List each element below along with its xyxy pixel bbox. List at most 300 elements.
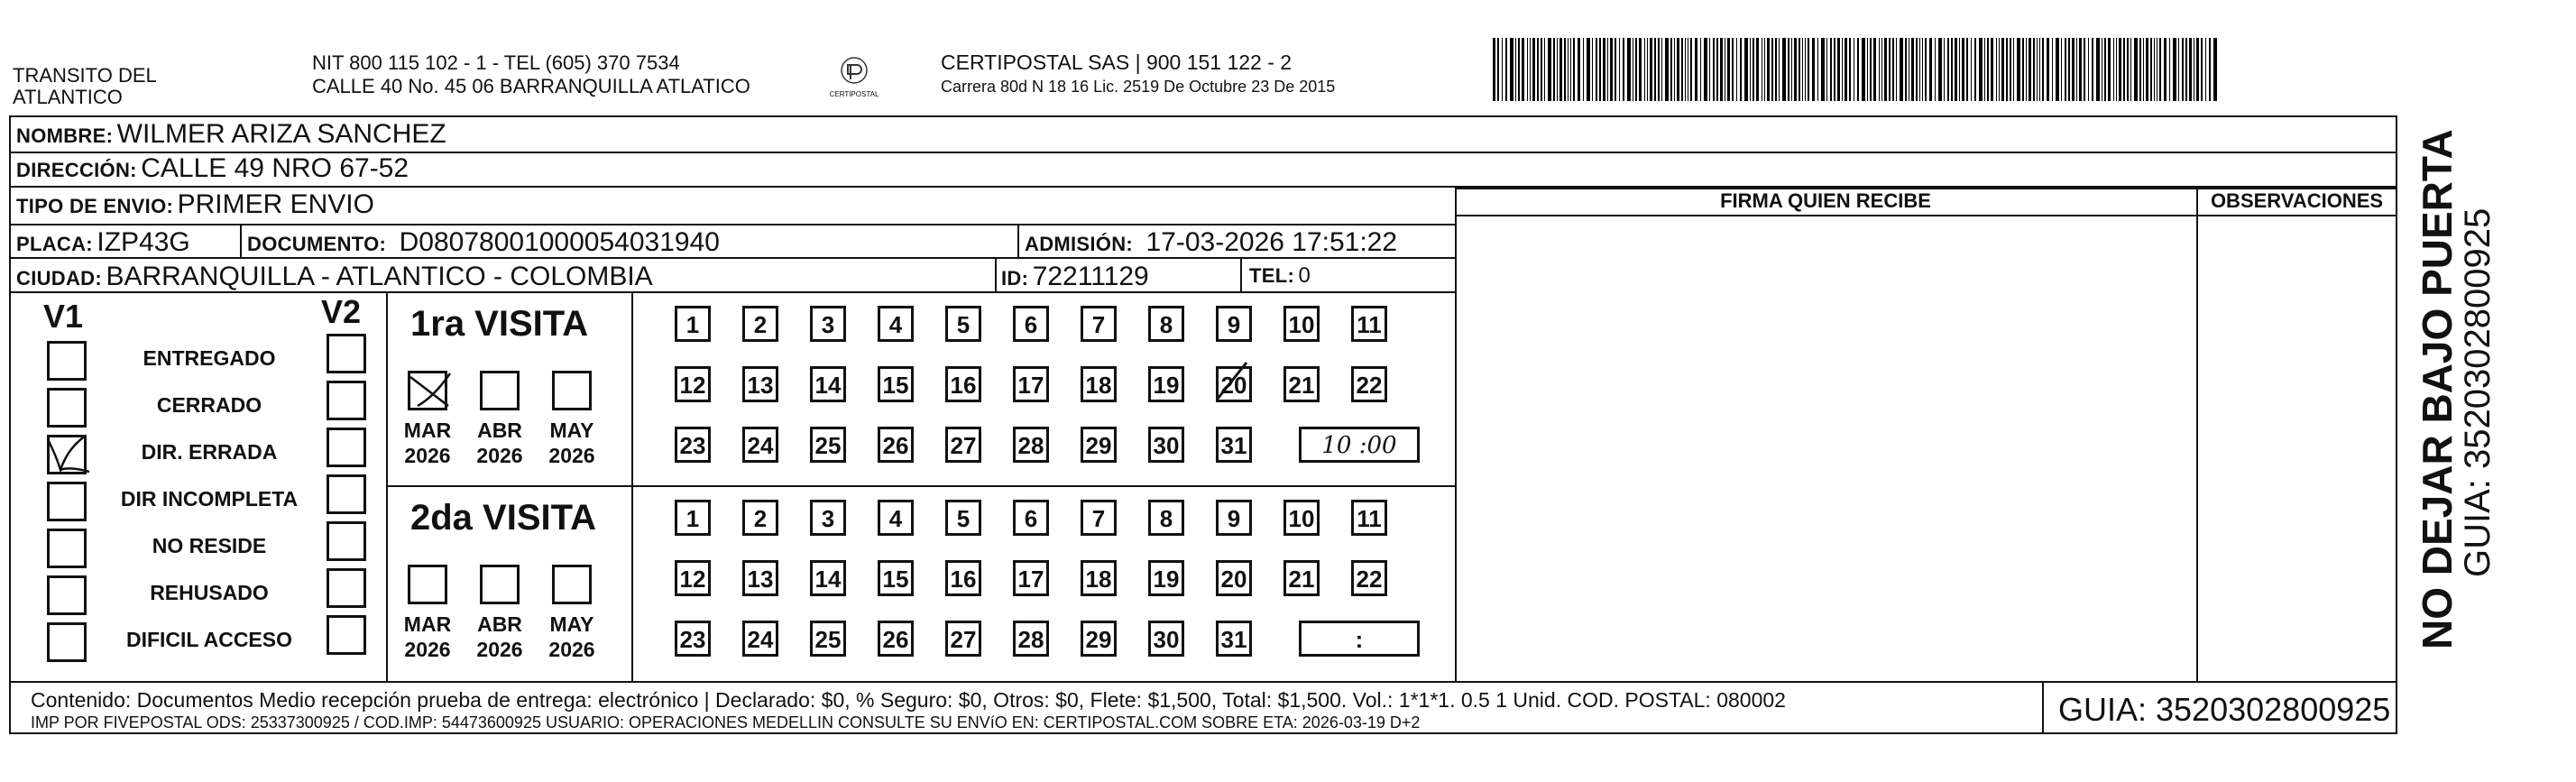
- barcode-bar: [1857, 38, 1859, 101]
- month-name: MAY: [549, 419, 594, 442]
- month-label: [464, 612, 536, 662]
- day-box[interactable]: 9: [1216, 306, 1252, 342]
- month-checkbox[interactable]: [480, 565, 520, 604]
- barcode-bar: [1695, 38, 1697, 101]
- barcode-bar: [1782, 38, 1786, 101]
- barcode-bar: [2076, 38, 2077, 101]
- v1-checkbox[interactable]: [47, 341, 87, 381]
- barcode-bar: [1925, 38, 1927, 101]
- day-box[interactable]: 21: [1283, 366, 1320, 402]
- barcode-bar: [1573, 38, 1575, 101]
- time-box[interactable]: :: [1299, 621, 1420, 657]
- barcode-bar: [1647, 38, 1648, 101]
- guia-footer: GUIA: 3520302800925: [2058, 691, 2391, 728]
- day-box[interactable]: 24: [742, 621, 778, 657]
- day-box[interactable]: 13: [742, 560, 778, 596]
- month-checkbox[interactable]: [480, 371, 520, 410]
- barcode-bar: [1991, 38, 1993, 101]
- barcode-bar: [1896, 38, 1897, 101]
- barcode-bar: [2088, 38, 2089, 101]
- day-box[interactable]: 21: [1283, 560, 1320, 596]
- barcode-bar: [2047, 38, 2049, 101]
- barcode-bar: [1677, 38, 1679, 101]
- day-box[interactable]: 18: [1081, 560, 1117, 596]
- month-year: 2026: [476, 444, 523, 467]
- barcode-bar: [1849, 38, 1851, 101]
- barcode-bar: [1955, 38, 1957, 101]
- barcode-bar: [1583, 38, 1584, 101]
- day-box[interactable]: 19: [1148, 366, 1184, 402]
- admision-value: 17-03-2026 17:51:22: [1145, 227, 1398, 257]
- barcode-bar: [1764, 38, 1765, 101]
- barcode-bar: [1665, 38, 1669, 101]
- logo-wordmark: CERTIPOSTAL: [829, 90, 879, 98]
- barcode-bar: [2127, 38, 2129, 101]
- barcode-bar: [1740, 38, 1742, 101]
- tipo-envio-label: TIPO DE ENVIO:: [16, 195, 174, 217]
- status-label: DIFICIL ACCESO: [125, 628, 292, 651]
- day-box[interactable]: 28: [1013, 621, 1049, 657]
- day-box[interactable]: 5: [945, 306, 981, 342]
- month-checkbox[interactable]: [552, 371, 592, 410]
- barcode-bar: [1644, 38, 1645, 101]
- day-box[interactable]: 12: [675, 366, 711, 402]
- barcode-bar: [1791, 38, 1792, 101]
- day-box[interactable]: 15: [878, 560, 914, 596]
- month-checkbox[interactable]: [408, 565, 447, 604]
- v2-label: V2: [321, 293, 362, 330]
- barcode-bar: [2072, 38, 2075, 101]
- visit-title: 2da VISITA: [410, 498, 596, 538]
- barcode-bar: [1799, 38, 1800, 101]
- barcode-bar: [1779, 38, 1780, 101]
- day-box[interactable]: 4: [878, 500, 914, 536]
- barcode-bar: [1627, 38, 1631, 101]
- barcode-bar: [1713, 38, 1715, 101]
- month-year: 2026: [404, 638, 451, 661]
- day-box[interactable]: 13: [742, 366, 778, 402]
- barcode-bar: [2116, 38, 2117, 101]
- barcode-bar: [1557, 38, 1558, 101]
- barcode-bar: [1592, 38, 1593, 101]
- barcode-bar: [1553, 38, 1555, 101]
- v1-checkbox[interactable]: [47, 482, 87, 521]
- barcode-bar: [1916, 38, 1918, 101]
- day-box[interactable]: 8: [1148, 500, 1184, 536]
- tipo-envio-row: [16, 189, 374, 220]
- placa-label: PLACA:: [16, 233, 93, 255]
- barcode-bar: [2119, 38, 2121, 101]
- barcode-bar: [1700, 38, 1701, 101]
- day-box[interactable]: 23: [675, 427, 711, 463]
- barcode-bar: [2052, 38, 2053, 101]
- day-box[interactable]: 25: [810, 621, 846, 657]
- v1-checkbox[interactable]: [47, 388, 87, 428]
- barcode-bar: [2123, 38, 2125, 101]
- tel-label: TEL:: [1249, 264, 1295, 287]
- barcode-bar: [1808, 38, 1809, 101]
- barcode-bar: [1505, 38, 1507, 101]
- barcode-bar: [1510, 38, 1513, 101]
- barcode-bar: [1530, 38, 1531, 101]
- barcode-bar: [1884, 38, 1887, 101]
- day-box[interactable]: 8: [1148, 306, 1184, 342]
- month-label: [536, 418, 608, 468]
- day-box[interactable]: 31: [1216, 427, 1252, 463]
- day-box[interactable]: 6: [1013, 306, 1049, 342]
- barcode-bar: [1744, 38, 1748, 101]
- barcode-bar: [1727, 38, 1730, 101]
- barcode-bar: [1966, 38, 1968, 101]
- nit-line: NIT 800 115 102 - 1 - TEL (605) 370 7534: [312, 51, 680, 74]
- barcode-bar: [1938, 38, 1942, 101]
- barcode-bar: [1947, 38, 1949, 101]
- month-label: [391, 418, 464, 468]
- barcode-bar: [1862, 38, 1865, 101]
- month-name: MAR: [403, 612, 452, 636]
- barcode-bar: [2079, 38, 2082, 101]
- barcode-bar: [1756, 38, 1759, 101]
- barcode-bar: [2130, 38, 2131, 101]
- check-mark-icon: [407, 370, 452, 415]
- barcode-bar: [1867, 38, 1868, 101]
- barcode-bar: [1578, 38, 1580, 101]
- tel-field: [1249, 263, 1311, 289]
- day-box[interactable]: 19: [1148, 560, 1184, 596]
- day-box[interactable]: 12: [675, 560, 711, 596]
- tel-value: 0: [1298, 263, 1311, 288]
- direccion-value: CALLE 49 NRO 67-52: [141, 153, 409, 183]
- v2-checkbox[interactable]: [327, 615, 366, 655]
- barcode-bar: [1544, 38, 1545, 101]
- barcode-bar: [1661, 38, 1662, 101]
- barcode-bar: [1587, 38, 1590, 101]
- barcode-bar: [1674, 38, 1675, 101]
- status-label: REHUSADO: [150, 581, 269, 604]
- barcode-bar: [1971, 38, 1972, 101]
- day-box[interactable]: 3: [810, 500, 846, 536]
- day-box[interactable]: 17: [1013, 366, 1049, 402]
- barcode-bar: [1658, 38, 1660, 101]
- day-box[interactable]: 28: [1013, 427, 1049, 463]
- barcode-bar: [1959, 38, 1960, 101]
- day-box[interactable]: 29: [1081, 621, 1117, 657]
- barcode-bar: [1732, 38, 1734, 101]
- barcode-bar: [1794, 38, 1797, 101]
- barcode-bar: [1834, 38, 1835, 101]
- barcode-bar: [1607, 38, 1608, 101]
- barcode-bar: [2092, 38, 2093, 101]
- barcode-bar: [2205, 38, 2206, 101]
- ciudad-label: CIUDAD:: [16, 267, 102, 290]
- day-box[interactable]: 1: [675, 306, 711, 342]
- certipostal-logo: [823, 54, 886, 108]
- barcode-bar: [1922, 38, 1923, 101]
- barcode-bar: [1842, 38, 1843, 101]
- day-box[interactable]: 16: [945, 560, 981, 596]
- day-box[interactable]: 17: [1013, 560, 1049, 596]
- day-box[interactable]: 26: [878, 427, 914, 463]
- barcode-bar: [1610, 38, 1613, 101]
- barcode-bar: [1690, 38, 1692, 101]
- month-year: 2026: [548, 638, 595, 661]
- barcode-bar: [1541, 38, 1542, 101]
- day-box[interactable]: 31: [1216, 621, 1252, 657]
- day-box[interactable]: 11: [1351, 500, 1387, 536]
- barcode-bar: [1596, 38, 1597, 101]
- day-box[interactable]: 16: [945, 366, 981, 402]
- barcode-bar: [2182, 38, 2184, 101]
- barcode-bar: [1881, 38, 1882, 101]
- barcode-bar: [1559, 38, 1562, 101]
- month-year: 2026: [404, 444, 451, 467]
- barcode-bar: [1935, 38, 1936, 101]
- barcode-bar: [1639, 38, 1642, 101]
- barcode-bar: [1951, 38, 1953, 101]
- status-label: CERRADO: [156, 393, 262, 417]
- barcode-bar: [2104, 38, 2106, 101]
- barcode-bar: [1812, 38, 1815, 101]
- barcode-bar: [1497, 38, 1499, 101]
- day-box[interactable]: 26: [878, 621, 914, 657]
- day-box[interactable]: 18: [1081, 366, 1117, 402]
- barcode-bar: [1502, 38, 1503, 101]
- day-box[interactable]: 4: [878, 306, 914, 342]
- barcode-bar: [2146, 38, 2148, 101]
- barcode-bar: [1654, 38, 1656, 101]
- barcode-bar: [1493, 38, 1495, 101]
- status-label: DIR. ERRADA: [141, 440, 278, 464]
- placa-field: [16, 227, 190, 258]
- barcode-bar: [2096, 38, 2100, 101]
- barcode-bar: [1962, 38, 1964, 101]
- barcode-bar: [2201, 38, 2203, 101]
- barcode-bar: [2196, 38, 2199, 101]
- v2-checkbox[interactable]: [327, 381, 366, 420]
- barcode-bar: [1984, 38, 1985, 101]
- day-box[interactable]: 6: [1013, 500, 1049, 536]
- v1-checkbox[interactable]: [47, 622, 87, 662]
- barcode-bar: [2143, 38, 2144, 101]
- visit-title: 1ra VISITA: [410, 304, 589, 344]
- carrier-line: CERTIPOSTAL SAS | 900 151 122 - 2: [941, 51, 1293, 74]
- day-box[interactable]: 27: [945, 427, 981, 463]
- placa-value: IZP43G: [97, 227, 190, 257]
- barcode-bar: [1837, 38, 1840, 101]
- barcode-bar: [1750, 38, 1751, 101]
- barcode-bar: [2189, 38, 2192, 101]
- v2-checkbox[interactable]: [327, 428, 366, 467]
- month-checkbox[interactable]: [552, 565, 592, 604]
- barcode-bar: [1870, 38, 1872, 101]
- barcode-bar: [1515, 38, 1516, 101]
- barcode-bar: [1570, 38, 1571, 101]
- month-name: MAY: [549, 612, 594, 636]
- day-box[interactable]: 3: [810, 306, 846, 342]
- day-box[interactable]: 22: [1351, 366, 1387, 402]
- day-box[interactable]: 1: [675, 500, 711, 536]
- status-label: DIR INCOMPLETA: [120, 487, 299, 511]
- barcode-bar: [1788, 38, 1789, 101]
- barcode-bar: [1527, 38, 1528, 101]
- month-name: ABR: [477, 419, 522, 442]
- day-box[interactable]: 5: [945, 500, 981, 536]
- barcode-bar: [1670, 38, 1672, 101]
- day-box[interactable]: 9: [1216, 500, 1252, 536]
- barcode-bar: [2042, 38, 2044, 101]
- day-box[interactable]: 23: [675, 621, 711, 657]
- admision-label: ADMISIÓN:: [1025, 233, 1134, 255]
- time-box[interactable]: 10 :00: [1299, 427, 1420, 463]
- day-box[interactable]: 14: [810, 366, 846, 402]
- month-checkbox[interactable]: [408, 371, 447, 410]
- day-box[interactable]: 29: [1081, 427, 1117, 463]
- day-box[interactable]: 24: [742, 427, 778, 463]
- v1-checkbox[interactable]: [47, 575, 87, 615]
- day-box[interactable]: 7: [1081, 500, 1117, 536]
- barcode-bar: [2108, 38, 2111, 101]
- tipo-envio-value: PRIMER ENVIO: [177, 189, 374, 219]
- barcode-bar: [1979, 38, 1983, 101]
- day-box[interactable]: 20: [1216, 560, 1252, 596]
- barcode-bar: [1873, 38, 1876, 101]
- barcode-bar: [2039, 38, 2040, 101]
- barcode-bar: [1709, 38, 1710, 101]
- barcode-bar: [1736, 38, 1737, 101]
- barcode-bar: [2013, 38, 2014, 101]
- month-label: [391, 612, 464, 662]
- v2-checkbox[interactable]: [327, 521, 366, 561]
- barcode-bar: [1845, 38, 1847, 101]
- day-box[interactable]: 2: [742, 306, 778, 342]
- barcode-bar: [1753, 38, 1754, 101]
- barcode-bar: [1767, 38, 1770, 101]
- barcode-bar: [2068, 38, 2070, 101]
- day-box[interactable]: 15: [878, 366, 914, 402]
- barcode-bar: [1615, 38, 1616, 101]
- contenido-text: Contenido: Documentos Medio recepción prueba de entrega: electrónico | Declarado: $0, % Seguro: $0, Otros: $0, Flete: $1,500, Total: $1,500. Vol.: 1*1*1. 0.5 1 Unid. COD. POSTAL: 080002: [31, 688, 1786, 712]
- v1-checkbox[interactable]: [47, 529, 87, 568]
- documento-field: [247, 227, 720, 258]
- sender-address: CALLE 40 No. 45 06 BARRANQUILLA ATLATICO: [312, 75, 750, 97]
- v2-checkbox[interactable]: [327, 474, 366, 514]
- barcode-bar: [1996, 38, 1997, 101]
- barcode: [1493, 38, 2223, 101]
- v2-checkbox[interactable]: [327, 568, 366, 608]
- barcode-bar: [2022, 38, 2024, 101]
- day-box[interactable]: 25: [810, 427, 846, 463]
- barcode-bar: [2017, 38, 2020, 101]
- barcode-bar: [2164, 38, 2167, 101]
- nombre-label: NOMBRE:: [16, 124, 114, 147]
- day-box[interactable]: 20: [1216, 366, 1252, 402]
- day-box[interactable]: 14: [810, 560, 846, 596]
- barcode-bar: [1623, 38, 1624, 101]
- barcode-bar: [1564, 38, 1566, 101]
- day-box[interactable]: 22: [1351, 560, 1387, 596]
- nombre-value: WILMER ARIZA SANCHEZ: [116, 119, 446, 149]
- id-field: [1001, 262, 1149, 292]
- day-box[interactable]: 30: [1148, 427, 1184, 463]
- barcode-bar: [1685, 38, 1686, 101]
- nombre-row: [16, 119, 446, 150]
- day-box[interactable]: 7: [1081, 306, 1117, 342]
- v1-label: V1: [43, 298, 84, 335]
- barcode-bar: [1599, 38, 1601, 101]
- barcode-bar: [1635, 38, 1637, 101]
- barcode-bar: [1704, 38, 1707, 101]
- barcode-bar: [1603, 38, 1605, 101]
- day-box[interactable]: 10: [1283, 500, 1320, 536]
- month-name: MAR: [403, 419, 452, 442]
- barcode-bar: [1802, 38, 1803, 101]
- barcode-bar: [1771, 38, 1773, 101]
- barcode-bar: [1905, 38, 1907, 101]
- barcode-bar: [1821, 38, 1825, 101]
- direccion-label: DIRECCIÓN:: [16, 159, 137, 181]
- barcode-bar: [1775, 38, 1777, 101]
- barcode-bar: [1548, 38, 1551, 101]
- barcode-bar: [1929, 38, 1932, 101]
- direccion-row: [16, 153, 409, 184]
- id-value: 72211129: [1032, 262, 1149, 291]
- barcode-bar: [1900, 38, 1903, 101]
- barcode-bar: [2139, 38, 2141, 101]
- barcode-bar: [1805, 38, 1806, 101]
- v2-checkbox[interactable]: [327, 334, 366, 373]
- barcode-bar: [2178, 38, 2179, 101]
- barcode-bar: [2209, 38, 2211, 101]
- check-mark-icon: [44, 430, 98, 474]
- barcode-bar: [2026, 38, 2027, 101]
- barcode-bar: [1522, 38, 1524, 101]
- barcode-bar: [1720, 38, 1723, 101]
- barcode-bar: [2065, 38, 2066, 101]
- barcode-bar: [2150, 38, 2152, 101]
- barcode-bar: [2173, 38, 2176, 101]
- barcode-bar: [1826, 38, 1827, 101]
- barcode-bar: [1919, 38, 1920, 101]
- barcode-bar: [1518, 38, 1520, 101]
- barcode-bar: [2169, 38, 2170, 101]
- day-box[interactable]: 2: [742, 500, 778, 536]
- barcode-bar: [2134, 38, 2138, 101]
- status-label: NO RESIDE: [152, 534, 267, 557]
- barcode-bar: [1537, 38, 1539, 101]
- month-label: [464, 418, 536, 468]
- org-name-line1: TRANSITO DEL: [13, 64, 157, 87]
- day-box[interactable]: 11: [1351, 306, 1387, 342]
- imp-line: IMP POR FIVEPOSTAL ODS: 25337300925 / COD.IMP: 54473600925 USUARIO: OPERACIONES MEDELLIN CONSULTE SU ENVíO EN: CERTIPOSTAL.COM SOBRE ETA: 2026-03-19 D+2: [31, 713, 1421, 731]
- barcode-bar: [1911, 38, 1914, 101]
- barcode-bar: [1817, 38, 1818, 101]
- v1-checkbox[interactable]: [47, 435, 87, 474]
- barcode-bar: [2001, 38, 2004, 101]
- barcode-bar: [2213, 38, 2217, 101]
- barcode-bar: [1974, 38, 1976, 101]
- day-box[interactable]: 10: [1283, 306, 1320, 342]
- documento-label: DOCUMENTO:: [247, 233, 387, 255]
- barcode-bar: [2029, 38, 2031, 101]
- day-box[interactable]: 27: [945, 621, 981, 657]
- side-guia: GUIA: 3520302800925: [2458, 207, 2498, 577]
- day-box[interactable]: 30: [1148, 621, 1184, 657]
- barcode-bar: [1892, 38, 1894, 101]
- status-label: ENTREGADO: [143, 346, 276, 370]
- barcode-bar: [1879, 38, 1880, 101]
- observaciones-header: OBSERVACIONES: [2210, 189, 2384, 212]
- barcode-bar: [1944, 38, 1945, 101]
